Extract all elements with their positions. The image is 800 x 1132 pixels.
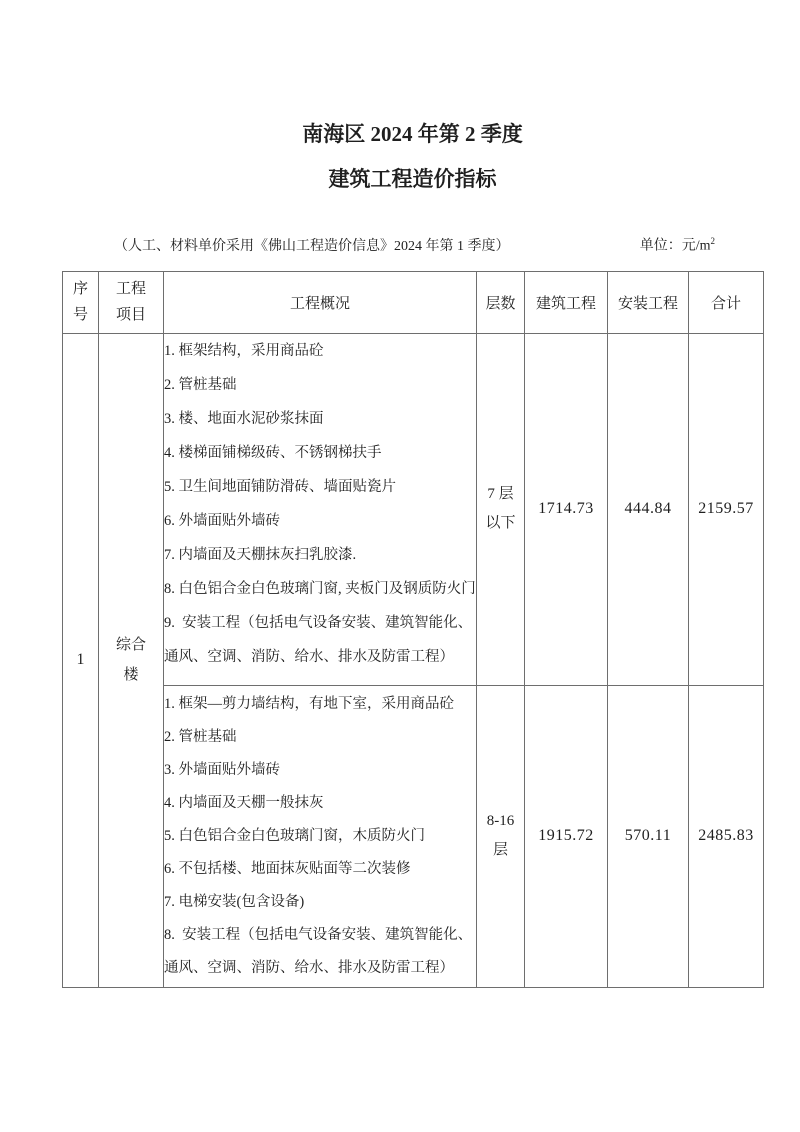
floors-line1: 8-16 <box>486 813 515 830</box>
header-seq-line1: 序 <box>72 281 88 298</box>
overview-line: 通风、空调、消防、给水、排水及防雷工程） <box>164 648 454 665</box>
header-seq <box>63 271 99 333</box>
overview-line: 7. 电梯安装(包含设备) <box>164 893 305 910</box>
header-project-line1: 工程 <box>115 281 146 298</box>
overview-line: 6. 外墙面贴外墙砖 <box>164 512 280 529</box>
total-cost-block1: 2159.57 <box>689 333 764 685</box>
floors-cell-block1 <box>477 333 525 685</box>
header-construction: 建筑工程 <box>525 271 608 333</box>
header-overview: 工程概况 <box>164 271 477 333</box>
overview-line: 6. 不包括楼、地面抹灰贴面等二次装修 <box>164 860 411 877</box>
header-total: 合计 <box>689 271 764 333</box>
document-page <box>62 0 763 988</box>
overview-line: 5. 卫生间地面铺防滑砖、墙面贴瓷片 <box>164 478 396 495</box>
overview-line: 5. 白色铝合金白色玻璃门窗，木质防火门 <box>164 827 425 844</box>
project-line2: 楼 <box>123 667 139 684</box>
overview-line: 4. 楼梯面铺梯级砖、不锈钢梯扶手 <box>164 444 382 461</box>
overview-line: 1. 框架—剪力墙结构，有地下室，采用商品砼 <box>164 695 454 712</box>
header-project-line2: 项目 <box>115 307 146 324</box>
project-line1: 综合 <box>115 637 146 654</box>
overview-line: 7. 内墙面及天棚抹灰扫乳胶漆. <box>164 546 357 563</box>
installation-cost-block2: 570.11 <box>608 685 689 987</box>
overview-line: 2. 管桩基础 <box>164 728 237 745</box>
unit-exponent: 2 <box>710 236 715 246</box>
header-project <box>99 271 164 333</box>
floors-line1: 7 层 <box>487 486 514 503</box>
cost-index-table <box>62 271 764 988</box>
overview-line: 3. 楼、地面水泥砂浆抹面 <box>164 410 324 427</box>
floors-line2: 层 <box>492 842 508 859</box>
overview-line: 1. 框架结构，采用商品砼 <box>164 342 324 359</box>
overview-line: 2. 管桩基础 <box>164 376 237 393</box>
document-title-line1: 南海区 2024 年第 2 季度 <box>302 122 523 146</box>
overview-line: 9. 安装工程（包括电气设备安装、建筑智能化、 <box>164 614 473 631</box>
note-row <box>62 231 763 257</box>
table-row-block2 <box>63 685 764 987</box>
installation-cost-block1: 444.84 <box>608 333 689 685</box>
header-installation: 安装工程 <box>608 271 689 333</box>
total-cost-block2: 2485.83 <box>689 685 764 987</box>
floors-line2: 以下 <box>485 515 516 532</box>
header-seq-line2: 号 <box>72 307 88 324</box>
overview-line: 8. 白色铝合金白色玻璃门窗, 夹板门及钢质防火门 <box>164 580 476 597</box>
construction-cost-block2: 1915.72 <box>525 685 608 987</box>
overview-cell-block2 <box>164 685 477 987</box>
pricing-source-note: （人工、材料单价采用《佛山工程造价信息》2024 年第 1 季度） <box>114 238 510 254</box>
floors-cell-block2 <box>477 685 525 987</box>
unit-text: 单位：元/m <box>639 238 711 254</box>
construction-cost-block1: 1714.73 <box>525 333 608 685</box>
project-cell <box>99 333 164 987</box>
table-header-row <box>63 271 764 333</box>
overview-line: 3. 外墙面贴外墙砖 <box>164 761 280 778</box>
overview-line: 4. 内墙面及天棚一般抹灰 <box>164 794 324 811</box>
header-floors: 层数 <box>477 271 525 333</box>
unit-label <box>640 231 763 257</box>
overview-line: 8. 安装工程（包括电气设备安装、建筑智能化、 <box>164 926 473 943</box>
seq-cell: 1 <box>63 333 99 987</box>
overview-line: 通风、空调、消防、给水、排水及防雷工程） <box>164 959 454 976</box>
overview-cell-block1 <box>164 333 477 685</box>
document-title-line2: 建筑工程造价指标 <box>328 167 497 191</box>
table-row-block1 <box>63 333 764 685</box>
